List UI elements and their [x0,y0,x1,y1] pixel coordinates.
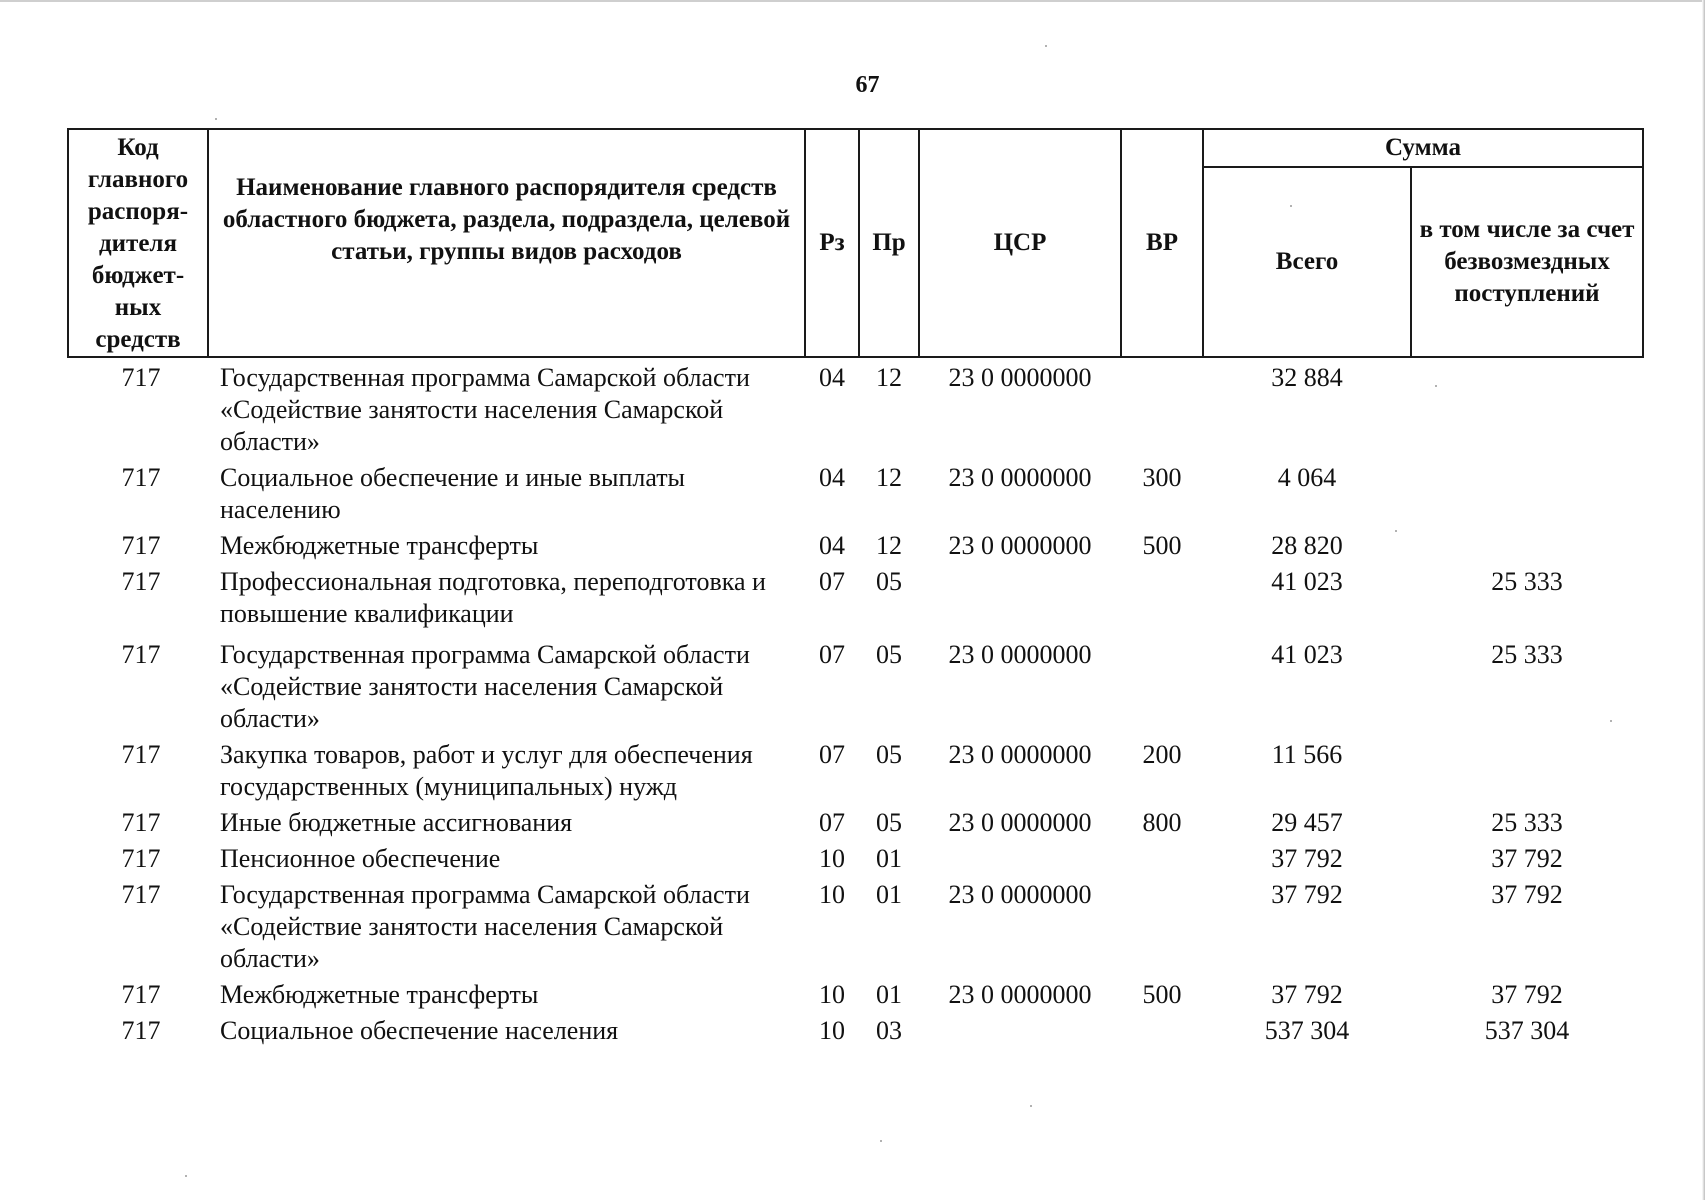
cell-vr [1121,875,1203,975]
cell-code: 717 [121,567,161,596]
cell-csr: 23 0 0000000 [948,531,1092,560]
table-row [68,839,1643,875]
header-rz: Рз [805,129,859,357]
cell-vr [1121,1011,1203,1047]
cell-total: 37 792 [1271,844,1343,873]
cell-total: 29 457 [1271,808,1343,837]
table-row [68,803,1643,839]
header-vr: ВР [1121,129,1203,357]
cell-code: 717 [121,640,161,669]
cell-free: 537 304 [1484,1016,1570,1045]
header-name: Наименование главного распорядителя средств областного бюджета, раздела, подраздела, целевой статьи, группы видов расходов [208,129,805,357]
cell-rz: 07 [819,740,845,769]
cell-vr: 200 [1142,740,1182,769]
cell-rz: 10 [819,1016,845,1045]
cell-vr: 300 [1142,463,1182,492]
table-row [68,1011,1643,1047]
cell-free [1411,735,1643,803]
cell-code: 717 [121,1016,161,1045]
cell-vr [1121,630,1203,735]
header-pr: Пр [859,129,919,357]
scan-speck [1045,45,1047,47]
cell-code: 717 [121,808,161,837]
cell-rz: 04 [819,463,845,492]
table-row [68,975,1643,1011]
table-row [68,357,1643,458]
cell-code: 717 [121,463,161,492]
cell-name: Государственная программа Самарской области «Содействие занятости населения Самарской области» [220,363,750,456]
header-free: в том числе за счет безвозмездных поступлений [1411,167,1643,357]
cell-total: 11 566 [1271,740,1343,769]
scan-speck [1030,1105,1032,1107]
cell-name: Социальное обеспечение населения [220,1016,619,1045]
cell-rz: 07 [819,808,845,837]
cell-total: 41 023 [1271,567,1343,596]
table-row [68,630,1643,735]
header-csr: ЦСР [919,129,1121,357]
cell-total: 28 820 [1271,531,1343,560]
cell-pr: 05 [876,808,902,837]
cell-code: 717 [121,531,161,560]
cell-pr: 12 [876,463,902,492]
cell-csr: 23 0 0000000 [948,740,1092,769]
table-row [68,458,1643,526]
cell-name: Межбюджетные трансферты [220,531,539,560]
cell-pr: 05 [876,740,902,769]
cell-csr: 23 0 0000000 [948,463,1092,492]
cell-total: 37 792 [1271,880,1343,909]
cell-name: Профессиональная подготовка, переподготовка и повышение квалификации [220,567,766,628]
cell-rz: 07 [819,640,845,669]
cell-csr: 23 0 0000000 [948,980,1092,1009]
cell-code: 717 [121,740,161,769]
cell-name: Государственная программа Самарской области «Содействие занятости населения Самарской области» [220,880,750,973]
table-header [68,129,1643,357]
cell-name: Иные бюджетные ассигнования [220,808,573,837]
cell-pr: 03 [876,1016,902,1045]
header-sum: Сумма [1203,129,1643,167]
header-total: Всего [1203,167,1411,357]
cell-pr: 01 [876,844,902,873]
cell-total: 4 064 [1277,463,1337,492]
cell-code: 717 [121,980,161,1009]
scan-speck [185,1175,187,1177]
table-row [68,735,1643,803]
cell-csr: 23 0 0000000 [948,808,1092,837]
cell-pr: 01 [876,980,902,1009]
cell-total: 37 792 [1271,980,1343,1009]
cell-csr: 23 0 0000000 [948,880,1092,909]
cell-free [1411,458,1643,526]
table-body [68,357,1643,1047]
cell-free: 37 792 [1491,880,1563,909]
table-row [68,875,1643,975]
cell-vr [1121,357,1203,458]
table-row [68,562,1643,630]
cell-rz: 04 [819,363,845,392]
cell-rz: 10 [819,844,845,873]
cell-name: Межбюджетные трансферты [220,980,539,1009]
cell-free: 25 333 [1491,808,1563,837]
cell-vr: 500 [1142,980,1182,1009]
scan-speck [880,1140,882,1142]
cell-code: 717 [121,880,161,909]
header-code: Код главного распоря-дителя бюджет-ных средств [68,129,208,357]
cell-pr: 12 [876,363,902,392]
cell-rz: 07 [819,567,845,596]
cell-vr [1121,562,1203,630]
cell-vr: 500 [1142,531,1182,560]
budget-table [67,128,1644,1047]
cell-free: 37 792 [1491,980,1563,1009]
cell-rz: 10 [819,980,845,1009]
cell-code: 717 [121,363,161,392]
cell-code: 717 [121,844,161,873]
cell-pr: 12 [876,531,902,560]
cell-name: Закупка товаров, работ и услуг для обеспечения государственных (муниципальных) нужд [220,740,753,801]
cell-total: 537 304 [1264,1016,1350,1045]
cell-rz: 04 [819,531,845,560]
cell-name: Государственная программа Самарской области «Содействие занятости населения Самарской области» [220,640,750,733]
cell-csr [919,839,1121,875]
cell-csr: 23 0 0000000 [948,363,1092,392]
scan-edge-top [0,0,1705,2]
cell-csr [919,1011,1121,1047]
cell-rz: 10 [819,880,845,909]
cell-free: 25 333 [1491,640,1563,669]
cell-vr [1121,839,1203,875]
cell-total: 41 023 [1271,640,1343,669]
cell-pr: 05 [876,640,902,669]
cell-total: 32 884 [1271,363,1343,392]
cell-csr [919,562,1121,630]
cell-free [1411,526,1643,562]
table-row [68,526,1643,562]
cell-free: 37 792 [1491,844,1563,873]
cell-pr: 01 [876,880,902,909]
cell-csr: 23 0 0000000 [948,640,1092,669]
cell-free: 25 333 [1491,567,1563,596]
cell-name: Социальное обеспечение и иные выплаты населению [220,463,686,524]
cell-pr: 05 [876,567,902,596]
cell-free [1411,357,1643,458]
page-number: 67 [855,72,880,98]
cell-vr: 800 [1142,808,1182,837]
scan-speck [215,118,217,120]
cell-name: Пенсионное обеспечение [220,844,501,873]
